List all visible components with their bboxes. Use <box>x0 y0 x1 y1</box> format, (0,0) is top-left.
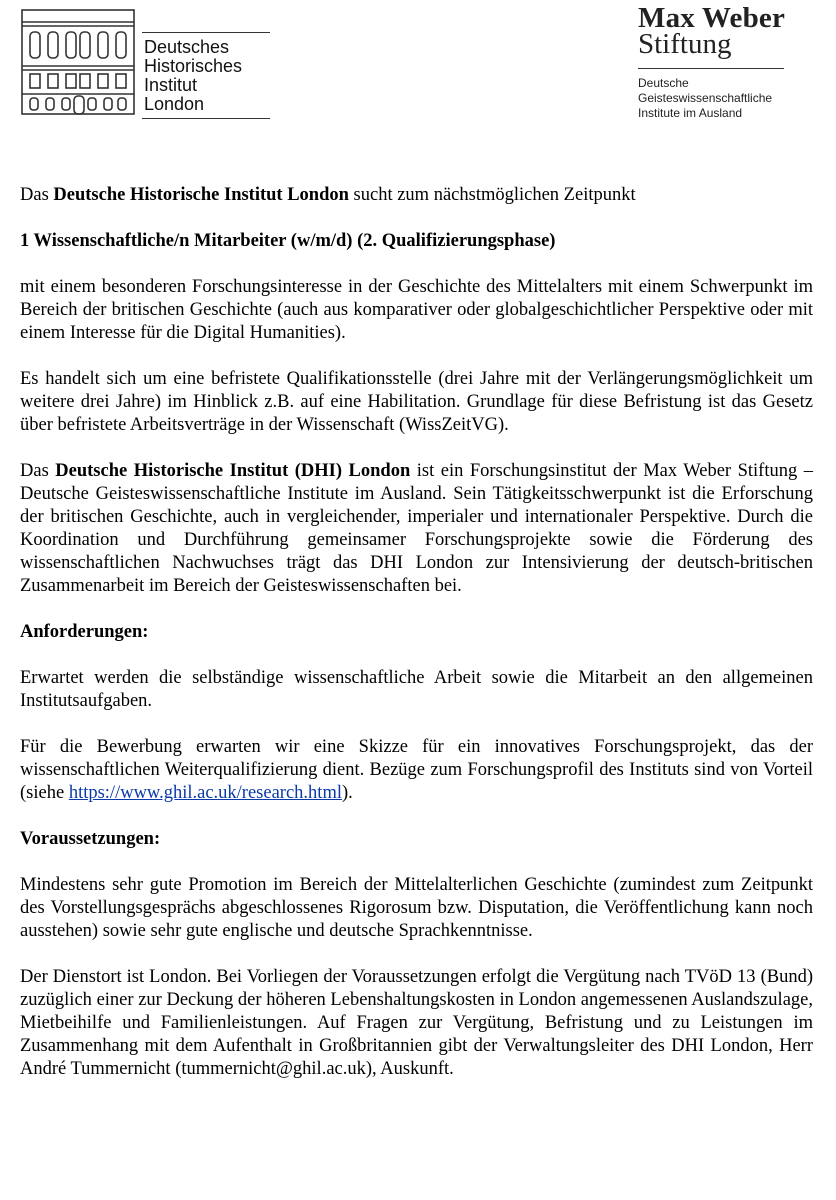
dhi-logo-text <box>144 38 242 114</box>
position-paragraph: Es handelt sich um eine befristete Qualifikationsstelle (drei Jahre mit der Verlängerungsmöglichkeit um weitere drei Jahre) im Hinblick z.B. auf eine Habilitation. Grundlage für diese Befristung ist das Gesetz über befristete Arbeitsverträge in der Wissenschaft (WissZeitVG). <box>20 369 813 435</box>
logo-rule-bottom <box>142 118 270 119</box>
institute-building-icon <box>20 8 136 116</box>
intro-text-end: sucht zum nächstmöglichen Zeitpunkt <box>348 185 636 205</box>
location-paragraph: Der Dienstort ist London. Bei Vorliegen der Voraussetzungen erfolgt die Vergütung nach TVöD 13 (Bund) zuzüglich einer zur Deckung der höheren Lebenshaltungskosten in London angemessenen Auslandszulage, Mietbeihilfe und Familienleistungen. Auf Fragen zur Vergütung, Befristung und zu Leistungen im Zusammenhang mit dem Aufenthalt in Großbritannien gibt der Verwaltungsleiter des DHI London, Herr André Tummernicht (tummernicht@ghil.ac.uk), Auskunft. <box>20 967 813 1079</box>
mws-name-line1: Max Weber <box>638 2 786 34</box>
research-link[interactable]: https://www.ghil.ac.uk/research.html <box>68 783 342 803</box>
application-text-end: ). <box>341 783 353 803</box>
max-weber-stiftung-logo <box>630 2 830 132</box>
institute-paragraph <box>20 460 813 598</box>
institute-name-bold: Deutsche Historische Institut (DHI) London <box>55 461 411 481</box>
mws-subtitle-line: Institute im Ausland <box>638 106 743 120</box>
research-paragraph: mit einem besonderen Forschungsinteresse in der Geschichte des Mittelalters mit einem Schwerpunkt im Bereich der britischen Geschichte (auch aus komparativer oder globalgeschichtlicher Perspektive oder mit einem Interesse für die Digital Humanities). <box>20 277 813 343</box>
intro-text: Das <box>20 185 54 205</box>
mws-name-line2: Stiftung <box>638 28 732 60</box>
prerequisites-heading: Voraussetzungen: <box>20 829 161 849</box>
dhi-logo-line: Deutsches <box>144 37 230 57</box>
dhi-london-logo <box>20 8 260 118</box>
institute-text: Das <box>20 461 56 481</box>
position-title: 1 Wissenschaftliche/n Mitarbeiter (w/m/d) (2. Qualifizierungsphase) <box>20 231 556 251</box>
mws-subtitle-line: Geisteswissenschaftliche <box>638 91 773 105</box>
intro-paragraph <box>20 184 813 207</box>
application-text: Für die Bewerbung erwarten wir eine Skizze für ein innovatives Forschungsprojekt, das der wissenschaftlichen Weiterqualifizierung dient. Bezüge zum Forschungsprofil des Instituts sind von Vorteil (siehe <box>20 737 813 803</box>
job-posting-body <box>20 184 813 1081</box>
requirements-heading: Anforderungen: <box>20 622 149 642</box>
dhi-logo-line: London <box>144 94 205 114</box>
institute-text-end: ist ein Forschungsinstitut der Max Weber Stiftung – Deutsche Geisteswissenschaftliche Institute im Ausland. Sein Tätigkeitsschwerpunkt ist die Erforschung der britischen Geschichte, auch in vergleichender, imperialer und internationaler Perspektive. Durch die Koordination und Durchführung gemeinsamer Forschungsprojekte sowie die Förderung des wissenschaftlichen Nachwuchses trägt das DHI London zur Intensivierung der deutsch-britischen Zusammenarbeit im Bereich der Geisteswissenschaften bei. <box>20 461 813 596</box>
dhi-logo-line: Institut <box>144 75 198 95</box>
mws-rule <box>638 68 784 69</box>
application-paragraph <box>20 736 813 805</box>
prerequisites-paragraph: Mindestens sehr gute Promotion im Bereich der Mittelalterlichen Geschichte (zumindest zum Zeitpunkt des Vorstellungsgesprächs abgeschlossenes Rigorosum bzw. Disputation, die Veröffentlichung kann noch ausstehen) sowie sehr gute englische und deutsche Sprachkenntnisse. <box>20 875 813 941</box>
logo-rule-top <box>142 32 270 33</box>
institute-name: Deutsche Historische Institut London <box>53 185 349 205</box>
expected-paragraph: Erwartet werden die selbständige wissenschaftliche Arbeit sowie die Mitarbeit an den allgemeinen Institutsaufgaben. <box>20 668 813 711</box>
mws-subtitle <box>638 76 772 121</box>
dhi-logo-line: Historisches <box>144 56 243 76</box>
mws-subtitle-line: Deutsche <box>638 76 689 90</box>
